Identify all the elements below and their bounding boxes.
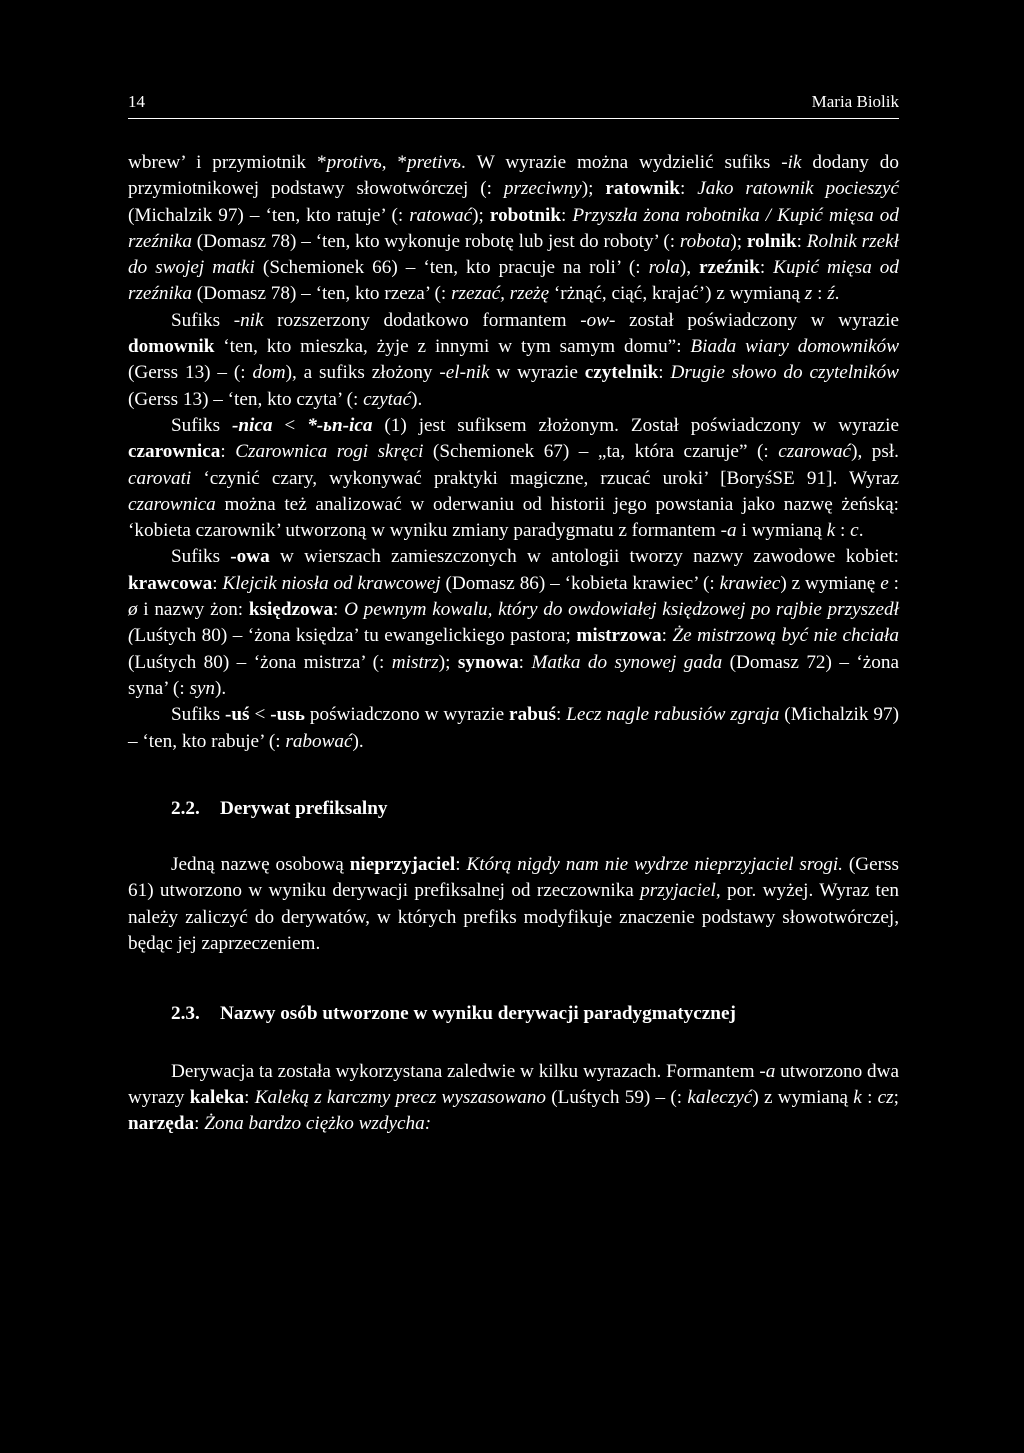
running-head: Maria Biolik xyxy=(811,92,899,111)
page-header xyxy=(128,88,899,119)
section-number: 2.2. xyxy=(171,797,200,819)
paragraph-2: Sufiks -nik rozszerzony dodatkowo formantem -ow- został poświadczony w wyrazie domownik ‘ten, kto mieszka, żyje z innymi w tym samym domu”: Biada wiary domowników (Gerss 13) – (: dom), a sufiks złożony -el-nik w wyrazie czytelnik: Drugie słowo do czytelników (Gerss 13) – ‘ten, kto czyta’ (: czytać). xyxy=(128,309,900,410)
section-heading-2-3 xyxy=(171,1001,899,1027)
paragraph-3: Sufiks -nica < *-ьn-ica (1) jest sufiksem złożonym. Został poświadczony w wyrazie czarownica: Czarownica rogi skręci (Schemionek 67) – „ta, która czaruje” (: czarować), psł. carovati ‘czynić czary, wykonywać praktyki magiczne, rzucać uroki’ [BoryśSE 91]. Wyraz czarownica można też analizować w oderwaniu od historii jego powstania jako nazwę żeńską: ‘kobieta czarownik’ utworzoną w wyniku zmiany paradygmatu z formantem -a i wymianą k : c. xyxy=(128,414,899,542)
section-2-3-paragraph: Derywacja ta została wykorzystana zaledwie w kilku wyrazach. Formantem -a utworzono dwa wyrazy kaleka: Kaleką z karczmy precz wyszasowano (Luśtych 59) – (: kaleczyć) z wymianą k : cz; narzęda: Żona bardzo ciężko wzdycha: xyxy=(128,1060,900,1135)
section-number: 2.3. xyxy=(171,1003,200,1025)
page-number: 14 xyxy=(128,92,145,111)
paragraph-4: Sufiks -owa w wierszach zamieszczonych w antologii tworzy nazwy zawodowe kobiet: krawcowa: Klejcik niosła od krawcowej (Domasz 86) – ‘kobieta krawiec’ (: krawiec) z wymianę e : ø i nazwy żon: księdzowa: O pewnym kowalu, który do owdowiałej księdzowej po rajbie przyszedł (Luśtych 80) – ‘żona księdza’ tu ewangelickiego pastora; mistrzowa: Że mistrzową być nie chciała (Luśtych 80) – ‘żona mistrza’ (: mistrz); synowa: Matka do synowej gada (Domasz 72) – ‘żona syna’ (: syn). xyxy=(128,546,899,699)
section-2-2-paragraph: Jedną nazwę osobową nieprzyjaciel: Którą nigdy nam nie wydrze nieprzyjaciel srogi. (Gerss 61) utworzono w wyniku derywacji prefiksalnej od rzeczownika przyjaciel, por. wyżej. Wyraz ten należy zaliczyć do derywatów, w których prefiks modyfikuje znaczenie podstawy słowotwórczej, będąc jej zaprzeczeniem. xyxy=(128,854,899,955)
body-text xyxy=(128,150,899,1138)
section-title: Derywat prefiksalny xyxy=(220,797,388,819)
paragraph-5: Sufiks -uś < -usь poświadczono w wyrazie rabuś: Lecz nagle rabusiów zgraja (Michalzik 97) – ‘ten, kto rabuje’ (: rabować). xyxy=(128,704,899,752)
paragraph-1: wbrew’ i przymiotnik *protivъ, *pretivъ. W wyrazie można wydzielić sufiks -ik dodany do przymiotnikowej podstawy słowotwórczej (: przeciwny); ratownik: Jako ratownik pocieszyć (Michalzik 97) – ‘ten, kto ratuje’ (: ratować); robotnik: Przyszła żona robotnika / Kupić mięsa od rzeźnika (Domasz 78) – ‘ten, kto wykonuje robotę lub jest do roboty’ (: robota); rolnik: Rolnik rzekł do swojej matki (Schemionek 66) – ‘ten, kto pracuje na roli’ (: rola), rzeźnik: Kupić mięsa od rzeźnika (Domasz 78) – ‘ten, kto rzeza’ (: rzezać, rzeżę ‘rżnąć, ciąć, krajać’) z wymianą z : ź. xyxy=(128,152,899,305)
section-title: Nazwy osób utworzone w wyniku derywacji paradygmatycznej xyxy=(220,1003,736,1025)
section-heading-2-2 xyxy=(171,796,899,822)
